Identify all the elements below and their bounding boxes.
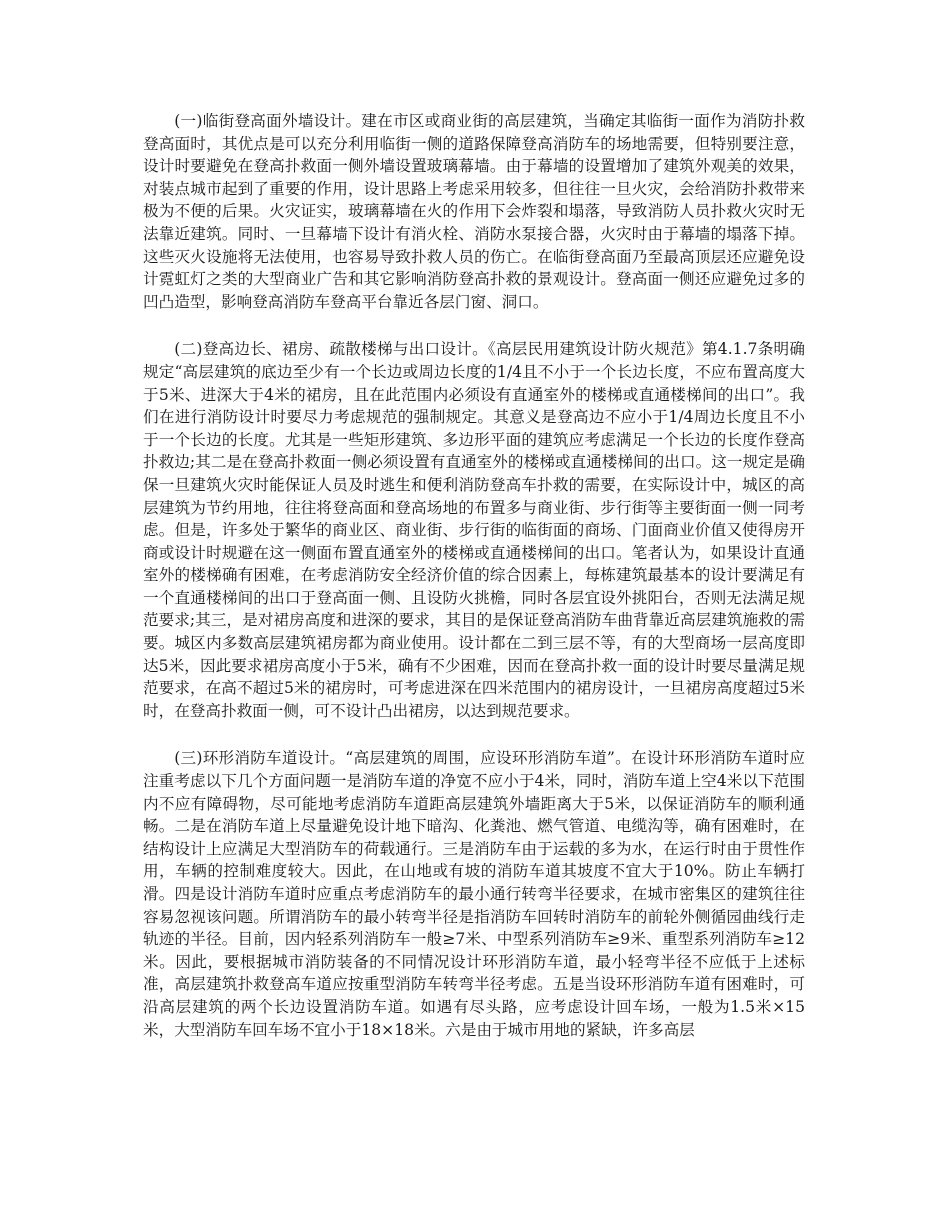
paragraph-facade-design: (一)临街登高面外墙设计。建在市区或商业街的高层建筑，当确定其临街一面作为消防扑救登高面时，其优点是可以充分利用临街一侧的道路保障登高消防车的场地需要，但特别要注意，设计时要避免在登高扑救面一侧外墙设置玻璃幕墙。由于幕墙的设置增加了建筑外观美的效果，对装点城市起到了重要的作用，设计思路上考虑采用较多，但往往一旦火灾，会给消防扑救带来极为不便的后果。火灾证实，玻璃幕墙在火的作用下会炸裂和塌落，导致消防人员扑救火灾时无法靠近建筑。同时、一旦幕墙下设计有消火栓、消防水泵接合器，火灾时由于幕墙的塌落下掉。这些灭火设施将无法使用，也容易导致扑救人员的伤亡。在临街登高面乃至最高顶层还应避免设计霓虹灯之类的大型商业广告和其它影响消防登高扑救的景观设计。登高面一侧还应避免过多的凹凸造型，影响登高消防车登高平台靠近各层门窗、洞口。 (143, 112, 805, 311)
paragraph-podium-stairs-design: (二)登高边长、裙房、疏散楼梯与出口设计。《高层民用建筑设计防火规范》第4.1.7条明确规定“高层建筑的底边至少有一个长边或周边长度的1/4且不小于一个长边长度，不应布置高度大于5米、进深大于4米的裙房，且在此范围内必须设有直通室外的楼梯或直通楼梯间的出口”。我们在进行消防设计时要尽力考虑规范的强制规定。其意义是登高边不应小于1/4周边长度且不小于一个长边的长度。尤其是一些矩形建筑、多边形平面的建筑应考虑满足一个长边的长度作登高扑救边;其二是在登高扑救面一侧必须设置有直通室外的楼梯或直通楼梯间的出口。这一规定是确保一旦建筑火灾时能保证人员及时逃生和便利消防登高车扑救的需要，在实际设计中，城区的高层建筑为节约用地，往往将登高面和登高场地的布置多与商业街、步行街等主要街面一侧一同考虑。但是，许多处于繁华的商业区、商业街、步行街的临街面的商场、门面商业价值又使得房开商或设计时规避在这一侧面布置直通室外的楼梯或直通楼梯间的出口。笔者认为，如果设计直通室外的楼梯确有困难，在考虑消防安全经济价值的综合因素上，每栋建筑最基本的设计要满足有一个直通楼梯间的出口于登高面一侧、且设防火挑檐，同时各层宜设外挑阳台，否则无法满足规范要求;其三，是对裙房高度和进深的要求，其目的是保证登高消防车曲背靠近高层建筑施救的需要。城区内多数高层建筑裙房都为商业使用。设计都在二到三层不等，有的大型商场一层高度即达5米，因此要求裙房高度小于5米，确有不少困难，因而在登高扑救一面的设计时要尽量满足规范要求，在高不超过5米的裙房时，可考虑进深在四米范围内的裙房设计，一旦裙房高度超过5米时，在登高扑救面一侧，可不设计凸出裙房，以达到规范要求。 (143, 340, 805, 720)
document-body (143, 110, 805, 1041)
paragraph-fire-lane-design: (三)环形消防车道设计。“高层建筑的周围，应设环形消防车道”。在设计环形消防车道时应注重考虑以下几个方面问题一是消防车道的净宽不应小于4米，同时，消防车道上空4米以下范围内不应有障碍物，尽可能地考虑消防车道距高层建筑外墙距离大于5米，以保证消防车的顺利通畅。二是在消防车道上尽量避免设计地下暗沟、化粪池、燃气管道、电缆沟等，确有困难时，在结构设计上应满足大型消防车的荷载通行。三是消防车由于运载的多为水，在运行时由于贯性作用，车辆的控制难度较大。因此，在山地或有坡的消防车道其坡度不宜大于10%。防止车辆打滑。四是设计消防车道时应重点考虑消防车的最小通行转弯半径要求，在城市密集区的建筑往往容易忽视该问题。所谓消防车的最小转弯半径是指消防车回转时消防车的前轮外侧循园曲线行走轨迹的半径。目前，因内轻系列消防车一般≥7米、中型系列消防车≥9米、重型系列消防车≥12米。因此，要根据城市消防装备的不同情况设计环形消防车道，最小轻弯半径不应低于上述标准，高层建筑扑救登高车道应按重型消防车转弯半径考虑。五是当设环形消防车道有困难时，可沿高层建筑的两个长边设置消防车道。如遇有尽头路，应考虑设计回车场，一般为1.5米×15米，大型消防车回车场不宜小于18×18米。六是由于城市用地的紧缺，许多高层 (143, 749, 805, 1039)
